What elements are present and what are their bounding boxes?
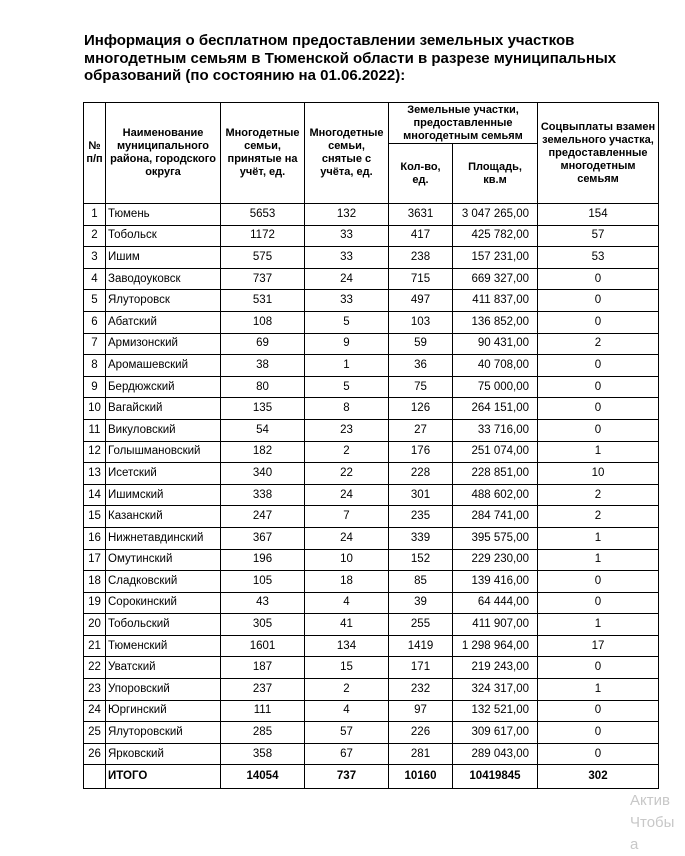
cell-plots-count: 255	[389, 614, 453, 636]
cell-removed: 10	[305, 549, 389, 571]
cell-plots-area: 33 716,00	[453, 419, 538, 441]
cell-removed: 24	[305, 484, 389, 506]
cell-payments: 1	[538, 549, 659, 571]
table-row	[84, 463, 659, 485]
cell-payments: 154	[538, 204, 659, 226]
cell-num: 5	[84, 290, 106, 312]
table-row	[84, 549, 659, 571]
cell-name: Тобольск	[106, 225, 221, 247]
cell-name: Армизонский	[106, 333, 221, 355]
cell-payments: 0	[538, 355, 659, 377]
cell-num: 15	[84, 506, 106, 528]
table-row	[84, 376, 659, 398]
cell-plots-area: 219 243,00	[453, 657, 538, 679]
header-accepted: Многодетные семьи, принятые на учёт, ед.	[221, 103, 305, 204]
cell-plots-area: 136 852,00	[453, 311, 538, 333]
cell-num: 21	[84, 635, 106, 657]
cell-accepted: 737	[221, 268, 305, 290]
cell-plots-area: 157 231,00	[453, 247, 538, 269]
total-removed: 737	[305, 765, 389, 789]
cell-payments: 0	[538, 592, 659, 614]
table-row	[84, 419, 659, 441]
cell-payments: 0	[538, 657, 659, 679]
total-plots-count: 10160	[389, 765, 453, 789]
cell-num: 25	[84, 722, 106, 744]
cell-removed: 7	[305, 506, 389, 528]
cell-name: Юргинский	[106, 700, 221, 722]
cell-accepted: 69	[221, 333, 305, 355]
cell-payments: 0	[538, 311, 659, 333]
cell-plots-area: 132 521,00	[453, 700, 538, 722]
cell-name: Викуловский	[106, 419, 221, 441]
table-row	[84, 614, 659, 636]
cell-payments: 2	[538, 506, 659, 528]
cell-plots-area: 411 837,00	[453, 290, 538, 312]
cell-name: Сорокинский	[106, 592, 221, 614]
cell-payments: 1	[538, 679, 659, 701]
cell-name: Тюменский	[106, 635, 221, 657]
cell-accepted: 43	[221, 592, 305, 614]
table-row	[84, 506, 659, 528]
cell-name: Тобольский	[106, 614, 221, 636]
cell-removed: 23	[305, 419, 389, 441]
table-row	[84, 398, 659, 420]
cell-num	[84, 765, 106, 789]
cell-payments: 2	[538, 333, 659, 355]
total-label: ИТОГО	[106, 765, 221, 789]
cell-num: 19	[84, 592, 106, 614]
table-row	[84, 571, 659, 593]
cell-accepted: 108	[221, 311, 305, 333]
cell-num: 1	[84, 204, 106, 226]
cell-name: Ишимский	[106, 484, 221, 506]
cell-plots-count: 97	[389, 700, 453, 722]
header-payments: Соцвыплаты взамен земельного участка, предоставленные многодетным семьям	[538, 103, 659, 204]
table-row	[84, 311, 659, 333]
cell-name: Сладковский	[106, 571, 221, 593]
total-accepted: 14054	[221, 765, 305, 789]
table-row	[84, 225, 659, 247]
cell-accepted: 575	[221, 247, 305, 269]
cell-num: 4	[84, 268, 106, 290]
cell-removed: 24	[305, 268, 389, 290]
cell-payments: 1	[538, 614, 659, 636]
cell-removed: 33	[305, 247, 389, 269]
cell-plots-area: 324 317,00	[453, 679, 538, 701]
cell-num: 24	[84, 700, 106, 722]
cell-plots-area: 90 431,00	[453, 333, 538, 355]
cell-name: Ярковский	[106, 743, 221, 765]
cell-plots-area: 289 043,00	[453, 743, 538, 765]
cell-plots-area: 411 907,00	[453, 614, 538, 636]
cell-num: 7	[84, 333, 106, 355]
cell-payments: 0	[538, 571, 659, 593]
watermark-line-1: Актив	[630, 792, 670, 809]
table-row	[84, 722, 659, 744]
cell-plots-area: 395 575,00	[453, 527, 538, 549]
document-title: Информация о бесплатном предоставлении земельных участков многодетным семьям в Тюменской области в разрезе муниципальных образований (по состоянию на 01.06.2022):	[84, 32, 617, 84]
cell-removed: 2	[305, 679, 389, 701]
cell-plots-count: 59	[389, 333, 453, 355]
table-row	[84, 592, 659, 614]
cell-plots-count: 497	[389, 290, 453, 312]
cell-plots-area: 40 708,00	[453, 355, 538, 377]
cell-plots-count: 75	[389, 376, 453, 398]
header-num: № п/п	[84, 103, 106, 204]
cell-removed: 67	[305, 743, 389, 765]
cell-num: 13	[84, 463, 106, 485]
header-plots-group: Земельные участки, предоставленные многодетным семьям	[389, 103, 538, 144]
cell-accepted: 38	[221, 355, 305, 377]
cell-plots-area: 669 327,00	[453, 268, 538, 290]
cell-removed: 24	[305, 527, 389, 549]
cell-payments: 0	[538, 419, 659, 441]
cell-name: Вагайский	[106, 398, 221, 420]
cell-name: Аромашевский	[106, 355, 221, 377]
cell-name: Ялуторовский	[106, 722, 221, 744]
total-row	[84, 765, 659, 789]
cell-removed: 33	[305, 290, 389, 312]
cell-accepted: 111	[221, 700, 305, 722]
table-row	[84, 527, 659, 549]
cell-accepted: 338	[221, 484, 305, 506]
cell-plots-area: 228 851,00	[453, 463, 538, 485]
table-row	[84, 484, 659, 506]
table-row	[84, 743, 659, 765]
cell-payments: 0	[538, 376, 659, 398]
cell-plots-count: 339	[389, 527, 453, 549]
cell-payments: 0	[538, 722, 659, 744]
cell-plots-area: 1 298 964,00	[453, 635, 538, 657]
cell-plots-area: 64 444,00	[453, 592, 538, 614]
cell-removed: 15	[305, 657, 389, 679]
cell-accepted: 80	[221, 376, 305, 398]
cell-name: Абатский	[106, 311, 221, 333]
cell-removed: 18	[305, 571, 389, 593]
cell-accepted: 531	[221, 290, 305, 312]
cell-num: 6	[84, 311, 106, 333]
cell-plots-count: 232	[389, 679, 453, 701]
cell-num: 3	[84, 247, 106, 269]
cell-plots-area: 229 230,00	[453, 549, 538, 571]
cell-plots-count: 281	[389, 743, 453, 765]
cell-plots-count: 301	[389, 484, 453, 506]
table-row	[84, 355, 659, 377]
header-removed: Многодетные семьи, снятые с учёта, ед.	[305, 103, 389, 204]
cell-accepted: 247	[221, 506, 305, 528]
cell-payments: 0	[538, 700, 659, 722]
table-row	[84, 268, 659, 290]
cell-payments: 0	[538, 268, 659, 290]
cell-payments: 0	[538, 398, 659, 420]
cell-num: 18	[84, 571, 106, 593]
cell-name: Бердюжский	[106, 376, 221, 398]
cell-accepted: 105	[221, 571, 305, 593]
table-row	[84, 679, 659, 701]
cell-removed: 22	[305, 463, 389, 485]
cell-accepted: 1601	[221, 635, 305, 657]
table-row	[84, 657, 659, 679]
header-plots-count: Кол-во, ед.	[389, 144, 453, 204]
cell-name: Уватский	[106, 657, 221, 679]
cell-payments: 0	[538, 290, 659, 312]
total-payments: 302	[538, 765, 659, 789]
cell-plots-area: 3 047 265,00	[453, 204, 538, 226]
cell-removed: 134	[305, 635, 389, 657]
table-row	[84, 333, 659, 355]
cell-num: 9	[84, 376, 106, 398]
cell-plots-count: 36	[389, 355, 453, 377]
cell-plots-count: 27	[389, 419, 453, 441]
cell-num: 26	[84, 743, 106, 765]
cell-plots-count: 103	[389, 311, 453, 333]
cell-num: 2	[84, 225, 106, 247]
cell-num: 20	[84, 614, 106, 636]
cell-removed: 9	[305, 333, 389, 355]
cell-plots-count: 126	[389, 398, 453, 420]
cell-payments: 53	[538, 247, 659, 269]
table-row	[84, 247, 659, 269]
cell-removed: 57	[305, 722, 389, 744]
cell-accepted: 187	[221, 657, 305, 679]
cell-num: 17	[84, 549, 106, 571]
cell-plots-count: 417	[389, 225, 453, 247]
table-row	[84, 290, 659, 312]
cell-accepted: 367	[221, 527, 305, 549]
cell-removed: 8	[305, 398, 389, 420]
cell-name: Заводоуковск	[106, 268, 221, 290]
cell-payments: 1	[538, 441, 659, 463]
cell-plots-count: 152	[389, 549, 453, 571]
cell-accepted: 358	[221, 743, 305, 765]
cell-payments: 57	[538, 225, 659, 247]
cell-name: Упоровский	[106, 679, 221, 701]
cell-name: Тюмень	[106, 204, 221, 226]
cell-accepted: 182	[221, 441, 305, 463]
cell-removed: 4	[305, 592, 389, 614]
cell-num: 12	[84, 441, 106, 463]
cell-removed: 4	[305, 700, 389, 722]
cell-plots-area: 488 602,00	[453, 484, 538, 506]
cell-plots-count: 85	[389, 571, 453, 593]
municipal-land-table	[83, 102, 659, 789]
table-row	[84, 441, 659, 463]
cell-plots-count: 226	[389, 722, 453, 744]
cell-accepted: 237	[221, 679, 305, 701]
cell-num: 8	[84, 355, 106, 377]
cell-removed: 33	[305, 225, 389, 247]
cell-accepted: 54	[221, 419, 305, 441]
cell-accepted: 285	[221, 722, 305, 744]
cell-name: Казанский	[106, 506, 221, 528]
cell-name: Ишим	[106, 247, 221, 269]
watermark-line-2: Чтобы а	[630, 814, 675, 853]
cell-removed: 5	[305, 311, 389, 333]
cell-name: Исетский	[106, 463, 221, 485]
cell-accepted: 1172	[221, 225, 305, 247]
cell-removed: 132	[305, 204, 389, 226]
cell-payments: 17	[538, 635, 659, 657]
cell-plots-area: 251 074,00	[453, 441, 538, 463]
cell-accepted: 305	[221, 614, 305, 636]
header-name: Наименование муниципального района, городского округа	[106, 103, 221, 204]
cell-plots-count: 228	[389, 463, 453, 485]
cell-accepted: 340	[221, 463, 305, 485]
cell-name: Ялуторовск	[106, 290, 221, 312]
cell-num: 11	[84, 419, 106, 441]
cell-payments: 1	[538, 527, 659, 549]
cell-plots-count: 176	[389, 441, 453, 463]
cell-plots-area: 264 151,00	[453, 398, 538, 420]
cell-payments: 10	[538, 463, 659, 485]
cell-plots-area: 309 617,00	[453, 722, 538, 744]
cell-plots-count: 235	[389, 506, 453, 528]
cell-accepted: 196	[221, 549, 305, 571]
cell-accepted: 135	[221, 398, 305, 420]
cell-plots-area: 139 416,00	[453, 571, 538, 593]
cell-plots-area: 75 000,00	[453, 376, 538, 398]
cell-removed: 5	[305, 376, 389, 398]
cell-removed: 41	[305, 614, 389, 636]
cell-plots-count: 3631	[389, 204, 453, 226]
cell-num: 14	[84, 484, 106, 506]
table-row	[84, 204, 659, 226]
cell-name: Нижнетавдинский	[106, 527, 221, 549]
cell-plots-area: 425 782,00	[453, 225, 538, 247]
cell-num: 16	[84, 527, 106, 549]
cell-removed: 1	[305, 355, 389, 377]
cell-accepted: 5653	[221, 204, 305, 226]
cell-payments: 2	[538, 484, 659, 506]
cell-plots-area: 284 741,00	[453, 506, 538, 528]
table-row	[84, 700, 659, 722]
header-row	[84, 103, 659, 144]
cell-plots-count: 1419	[389, 635, 453, 657]
table-row	[84, 635, 659, 657]
cell-num: 23	[84, 679, 106, 701]
cell-num: 22	[84, 657, 106, 679]
cell-plots-count: 39	[389, 592, 453, 614]
cell-plots-count: 171	[389, 657, 453, 679]
activation-watermark	[630, 790, 685, 856]
cell-num: 10	[84, 398, 106, 420]
cell-plots-count: 238	[389, 247, 453, 269]
cell-plots-count: 715	[389, 268, 453, 290]
header-plots-area: Площадь, кв.м	[453, 144, 538, 204]
cell-name: Голышмановский	[106, 441, 221, 463]
cell-name: Омутинский	[106, 549, 221, 571]
cell-removed: 2	[305, 441, 389, 463]
total-plots-area: 10419845	[453, 765, 538, 789]
cell-payments: 0	[538, 743, 659, 765]
